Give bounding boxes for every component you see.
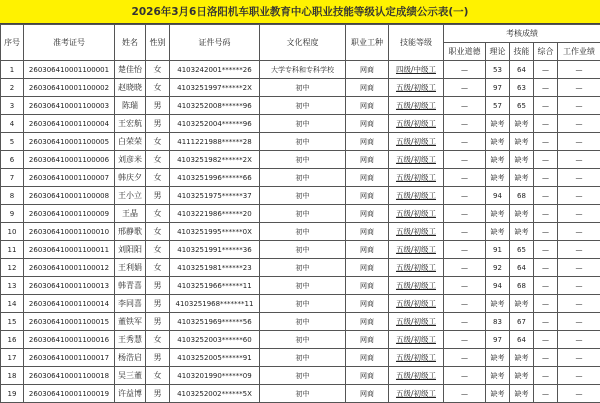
- cell-overall: —: [534, 151, 558, 169]
- cell-gender: 女: [146, 169, 170, 187]
- table-row: [1, 205, 600, 223]
- cell-seq: 4: [1, 115, 24, 133]
- cell-gender: 女: [146, 223, 170, 241]
- cell-theory: 缺考: [486, 385, 510, 403]
- header-occupation: 职业工种: [346, 25, 389, 61]
- header-theory: 理论: [486, 43, 510, 61]
- table-row: [1, 241, 600, 259]
- cell-seq: 1: [1, 61, 24, 79]
- cell-exam-no: 260306410001100002: [24, 79, 115, 97]
- cell-gender: 女: [146, 331, 170, 349]
- cell-theory: 53: [486, 61, 510, 79]
- cell-occupation: 网商: [346, 241, 389, 259]
- cell-seq: 12: [1, 259, 24, 277]
- cell-ethics: —: [444, 133, 486, 151]
- cell-seq: 6: [1, 151, 24, 169]
- cell-exam-no: 260306410001100004: [24, 115, 115, 133]
- cell-occupation: 网商: [346, 259, 389, 277]
- cell-skill: 68: [510, 187, 534, 205]
- cell-name: 陈瑞: [115, 97, 146, 115]
- cell-occupation: 网商: [346, 295, 389, 313]
- cell-occupation: 网商: [346, 61, 389, 79]
- table-row: [1, 187, 600, 205]
- cell-seq: 5: [1, 133, 24, 151]
- cell-skill: 缺考: [510, 223, 534, 241]
- cell-skill: 63: [510, 79, 534, 97]
- cell-theory: 缺考: [486, 169, 510, 187]
- header-level: 技能等级: [389, 25, 444, 61]
- cell-overall: —: [534, 349, 558, 367]
- cell-gender: 男: [146, 277, 170, 295]
- cell-education: 初中: [260, 367, 346, 385]
- cell-seq: 17: [1, 349, 24, 367]
- cell-overall: —: [534, 331, 558, 349]
- cell-overall: —: [534, 169, 558, 187]
- cell-id-no: 4103251997******2X: [170, 79, 260, 97]
- cell-level: 五级/初级工: [389, 313, 444, 331]
- cell-exam-no: 260306410001100006: [24, 151, 115, 169]
- cell-education: 初中: [260, 169, 346, 187]
- cell-gender: 男: [146, 97, 170, 115]
- cell-skill: 68: [510, 277, 534, 295]
- cell-id-no: 4103251969******56: [170, 313, 260, 331]
- cell-gender: 女: [146, 241, 170, 259]
- cell-level: 五级/初级工: [389, 223, 444, 241]
- cell-overall: —: [534, 223, 558, 241]
- cell-exam-no: 260306410001100014: [24, 295, 115, 313]
- cell-skill: 64: [510, 259, 534, 277]
- cell-skill: 64: [510, 331, 534, 349]
- cell-exam-no: 260306410001100011: [24, 241, 115, 259]
- cell-name: 许益博: [115, 385, 146, 403]
- cell-education: 初中: [260, 331, 346, 349]
- cell-level: 五级/初级工: [389, 151, 444, 169]
- header-seq: 序号: [1, 25, 24, 61]
- cell-occupation: 网商: [346, 205, 389, 223]
- cell-ethics: —: [444, 151, 486, 169]
- cell-exam-no: 260306410001100018: [24, 367, 115, 385]
- cell-id-no: 4103251981******23: [170, 259, 260, 277]
- cell-theory: 缺考: [486, 115, 510, 133]
- cell-skill: 缺考: [510, 133, 534, 151]
- cell-exam-no: 260306410001100013: [24, 277, 115, 295]
- cell-seq: 11: [1, 241, 24, 259]
- cell-performance: —: [558, 169, 600, 187]
- cell-id-no: 4103251966******11: [170, 277, 260, 295]
- cell-level: 五级/初级工: [389, 277, 444, 295]
- cell-overall: —: [534, 367, 558, 385]
- cell-ethics: —: [444, 313, 486, 331]
- cell-seq: 7: [1, 169, 24, 187]
- table-row: [1, 259, 600, 277]
- cell-exam-no: 260306410001100008: [24, 187, 115, 205]
- cell-performance: —: [558, 385, 600, 403]
- cell-overall: —: [534, 97, 558, 115]
- cell-performance: —: [558, 331, 600, 349]
- cell-gender: 女: [146, 61, 170, 79]
- cell-exam-no: 260306410001100001: [24, 61, 115, 79]
- cell-seq: 13: [1, 277, 24, 295]
- cell-overall: —: [534, 115, 558, 133]
- table-row: [1, 169, 600, 187]
- cell-name: 白荣荣: [115, 133, 146, 151]
- cell-theory: 94: [486, 277, 510, 295]
- cell-education: 初中: [260, 79, 346, 97]
- cell-id-no: 4103251968*******11: [170, 295, 260, 313]
- cell-theory: 92: [486, 259, 510, 277]
- cell-id-no: 4103242001******26: [170, 61, 260, 79]
- cell-ethics: —: [444, 349, 486, 367]
- cell-ethics: —: [444, 295, 486, 313]
- cell-performance: —: [558, 241, 600, 259]
- header-exam-no: 准考证号: [24, 25, 115, 61]
- cell-exam-no: 260306410001100016: [24, 331, 115, 349]
- cell-level: 五级/初级工: [389, 367, 444, 385]
- cell-seq: 19: [1, 385, 24, 403]
- cell-education: 初中: [260, 385, 346, 403]
- cell-overall: —: [534, 187, 558, 205]
- cell-gender: 男: [146, 115, 170, 133]
- cell-name: 王利娟: [115, 259, 146, 277]
- cell-gender: 女: [146, 151, 170, 169]
- cell-id-no: 4103251995******0X: [170, 223, 260, 241]
- cell-exam-no: 260306410001100017: [24, 349, 115, 367]
- cell-occupation: 网商: [346, 187, 389, 205]
- cell-gender: 女: [146, 367, 170, 385]
- cell-theory: 缺考: [486, 349, 510, 367]
- cell-id-no: 4103252005******91: [170, 349, 260, 367]
- cell-education: 初中: [260, 115, 346, 133]
- cell-gender: 女: [146, 133, 170, 151]
- cell-education: 初中: [260, 133, 346, 151]
- cell-education: 初中: [260, 151, 346, 169]
- cell-exam-no: 260306410001100015: [24, 313, 115, 331]
- cell-gender: 女: [146, 259, 170, 277]
- cell-name: 王宏航: [115, 115, 146, 133]
- cell-theory: 缺考: [486, 205, 510, 223]
- cell-performance: —: [558, 187, 600, 205]
- cell-level: 五级/初级工: [389, 259, 444, 277]
- cell-id-no: 4103252008******96: [170, 97, 260, 115]
- cell-education: 初中: [260, 187, 346, 205]
- cell-ethics: —: [444, 97, 486, 115]
- cell-name: 杨浩启: [115, 349, 146, 367]
- cell-theory: 91: [486, 241, 510, 259]
- cell-exam-no: 260306410001100010: [24, 223, 115, 241]
- cell-theory: 57: [486, 97, 510, 115]
- table-row: [1, 151, 600, 169]
- cell-occupation: 网商: [346, 151, 389, 169]
- cell-theory: 83: [486, 313, 510, 331]
- cell-name: 邢静歌: [115, 223, 146, 241]
- cell-ethics: —: [444, 277, 486, 295]
- cell-gender: 男: [146, 313, 170, 331]
- cell-id-no: 4103252004******96: [170, 115, 260, 133]
- cell-skill: 缺考: [510, 367, 534, 385]
- cell-education: 初中: [260, 97, 346, 115]
- cell-id-no: 4103221986******20: [170, 205, 260, 223]
- cell-gender: 男: [146, 187, 170, 205]
- cell-theory: 缺考: [486, 151, 510, 169]
- cell-ethics: —: [444, 385, 486, 403]
- table-row: [1, 61, 600, 79]
- cell-level: 五级/初级工: [389, 133, 444, 151]
- cell-overall: —: [534, 205, 558, 223]
- cell-occupation: 网商: [346, 115, 389, 133]
- table-row: [1, 349, 600, 367]
- cell-seq: 15: [1, 313, 24, 331]
- table-row: [1, 79, 600, 97]
- cell-overall: —: [534, 241, 558, 259]
- cell-theory: 缺考: [486, 133, 510, 151]
- cell-performance: —: [558, 151, 600, 169]
- cell-occupation: 网商: [346, 223, 389, 241]
- cell-education: 初中: [260, 205, 346, 223]
- cell-overall: —: [534, 277, 558, 295]
- cell-occupation: 网商: [346, 367, 389, 385]
- table-row: [1, 97, 600, 115]
- table-row: [1, 367, 600, 385]
- cell-overall: —: [534, 259, 558, 277]
- header-education: 文化程度: [260, 25, 346, 61]
- cell-skill: 缺考: [510, 115, 534, 133]
- cell-seq: 14: [1, 295, 24, 313]
- cell-name: 刘阳阳: [115, 241, 146, 259]
- cell-name: 王秀慧: [115, 331, 146, 349]
- cell-seq: 16: [1, 331, 24, 349]
- cell-performance: —: [558, 313, 600, 331]
- cell-id-no: 4103252003******60: [170, 331, 260, 349]
- cell-theory: 94: [486, 187, 510, 205]
- cell-occupation: 网商: [346, 133, 389, 151]
- cell-occupation: 网商: [346, 385, 389, 403]
- cell-occupation: 网商: [346, 277, 389, 295]
- cell-level: 五级/初级工: [389, 205, 444, 223]
- header-id-no: 证件号码: [170, 25, 260, 61]
- cell-level: 五级/初级工: [389, 241, 444, 259]
- cell-education: 初中: [260, 313, 346, 331]
- cell-education: 大学专科和专科学校: [260, 61, 346, 79]
- cell-skill: 67: [510, 313, 534, 331]
- cell-gender: 男: [146, 349, 170, 367]
- table-row: [1, 313, 600, 331]
- cell-ethics: —: [444, 241, 486, 259]
- cell-performance: —: [558, 79, 600, 97]
- cell-skill: 缺考: [510, 169, 534, 187]
- cell-ethics: —: [444, 187, 486, 205]
- cell-overall: —: [534, 61, 558, 79]
- table-row: [1, 385, 600, 403]
- cell-performance: —: [558, 97, 600, 115]
- cell-id-no: 4103251975******37: [170, 187, 260, 205]
- cell-level: 五级/初级工: [389, 295, 444, 313]
- page-title: 2026年3月6日洛阳机车职业教育中心职业技能等级认定成绩公示表(一): [0, 0, 600, 24]
- cell-skill: 65: [510, 241, 534, 259]
- cell-skill: 缺考: [510, 295, 534, 313]
- cell-level: 五级/初级工: [389, 187, 444, 205]
- cell-occupation: 网商: [346, 331, 389, 349]
- cell-seq: 18: [1, 367, 24, 385]
- cell-level: 五级/初级工: [389, 331, 444, 349]
- cell-name: 刘彦米: [115, 151, 146, 169]
- cell-seq: 9: [1, 205, 24, 223]
- cell-overall: —: [534, 313, 558, 331]
- cell-performance: —: [558, 349, 600, 367]
- header-overall: 综合: [534, 43, 558, 61]
- header-name: 姓名: [115, 25, 146, 61]
- cell-ethics: —: [444, 61, 486, 79]
- cell-exam-no: 260306410001100012: [24, 259, 115, 277]
- cell-id-no: 4103251996******66: [170, 169, 260, 187]
- cell-theory: 缺考: [486, 223, 510, 241]
- cell-name: 韩庆夕: [115, 169, 146, 187]
- cell-ethics: —: [444, 79, 486, 97]
- header-scores-group: 考核成绩: [444, 25, 600, 43]
- cell-id-no: 4103251991******36: [170, 241, 260, 259]
- results-table: [0, 24, 600, 403]
- cell-name: 赵晓晓: [115, 79, 146, 97]
- cell-exam-no: 260306410001100019: [24, 385, 115, 403]
- table-row: [1, 133, 600, 151]
- table-row: [1, 331, 600, 349]
- cell-performance: —: [558, 133, 600, 151]
- cell-skill: 缺考: [510, 349, 534, 367]
- cell-level: 五级/初级工: [389, 79, 444, 97]
- cell-exam-no: 260306410001100003: [24, 97, 115, 115]
- cell-occupation: 网商: [346, 79, 389, 97]
- cell-ethics: —: [444, 169, 486, 187]
- cell-performance: —: [558, 277, 600, 295]
- cell-theory: 缺考: [486, 295, 510, 313]
- cell-skill: 缺考: [510, 385, 534, 403]
- cell-overall: —: [534, 79, 558, 97]
- cell-level: 五级/初级工: [389, 385, 444, 403]
- cell-ethics: —: [444, 223, 486, 241]
- cell-level: 五级/初级工: [389, 97, 444, 115]
- cell-overall: —: [534, 133, 558, 151]
- cell-name: 王晶: [115, 205, 146, 223]
- cell-ethics: —: [444, 331, 486, 349]
- cell-exam-no: 260306410001100007: [24, 169, 115, 187]
- cell-id-no: 4103201990******09: [170, 367, 260, 385]
- table-row: [1, 115, 600, 133]
- cell-id-no: 4103252002******5X: [170, 385, 260, 403]
- cell-performance: —: [558, 259, 600, 277]
- cell-seq: 10: [1, 223, 24, 241]
- header-performance: 工作业绩: [558, 43, 600, 61]
- cell-performance: —: [558, 115, 600, 133]
- cell-overall: —: [534, 385, 558, 403]
- cell-education: 初中: [260, 259, 346, 277]
- cell-seq: 2: [1, 79, 24, 97]
- cell-gender: 男: [146, 295, 170, 313]
- header-ethics: 职业道德: [444, 43, 486, 61]
- cell-gender: 男: [146, 385, 170, 403]
- cell-performance: —: [558, 205, 600, 223]
- cell-level: 五级/初级工: [389, 115, 444, 133]
- cell-theory: 缺考: [486, 367, 510, 385]
- cell-education: 初中: [260, 241, 346, 259]
- cell-name: 李同喜: [115, 295, 146, 313]
- cell-education: 初中: [260, 277, 346, 295]
- cell-skill: 缺考: [510, 205, 534, 223]
- cell-level: 五级/初级工: [389, 349, 444, 367]
- table-row: [1, 223, 600, 241]
- table-row: [1, 295, 600, 313]
- cell-exam-no: 260306410001100005: [24, 133, 115, 151]
- cell-name: 董铁军: [115, 313, 146, 331]
- cell-ethics: —: [444, 259, 486, 277]
- cell-id-no: 4103251982******2X: [170, 151, 260, 169]
- cell-ethics: —: [444, 367, 486, 385]
- header-gender: 性别: [146, 25, 170, 61]
- cell-name: 楚佳怡: [115, 61, 146, 79]
- cell-level: 五级/初级工: [389, 169, 444, 187]
- table-row: [1, 277, 600, 295]
- cell-name: 韩青喜: [115, 277, 146, 295]
- cell-ethics: —: [444, 205, 486, 223]
- cell-skill: 65: [510, 97, 534, 115]
- cell-overall: —: [534, 295, 558, 313]
- cell-level: 四级/中级工: [389, 61, 444, 79]
- cell-exam-no: 260306410001100009: [24, 205, 115, 223]
- cell-theory: 97: [486, 331, 510, 349]
- cell-name: 王小立: [115, 187, 146, 205]
- cell-performance: —: [558, 295, 600, 313]
- cell-id-no: 4111221988******28: [170, 133, 260, 151]
- cell-name: 吴三董: [115, 367, 146, 385]
- cell-gender: 女: [146, 79, 170, 97]
- cell-occupation: 网商: [346, 169, 389, 187]
- cell-seq: 8: [1, 187, 24, 205]
- cell-performance: —: [558, 223, 600, 241]
- cell-ethics: —: [444, 115, 486, 133]
- cell-education: 初中: [260, 349, 346, 367]
- cell-theory: 97: [486, 79, 510, 97]
- cell-skill: 64: [510, 61, 534, 79]
- cell-occupation: 网商: [346, 97, 389, 115]
- cell-education: 初中: [260, 223, 346, 241]
- cell-performance: —: [558, 367, 600, 385]
- cell-occupation: 网商: [346, 313, 389, 331]
- cell-skill: 缺考: [510, 151, 534, 169]
- cell-seq: 3: [1, 97, 24, 115]
- cell-occupation: 网商: [346, 349, 389, 367]
- header-skill: 技能: [510, 43, 534, 61]
- cell-performance: —: [558, 61, 600, 79]
- cell-gender: 女: [146, 205, 170, 223]
- cell-education: 初中: [260, 295, 346, 313]
